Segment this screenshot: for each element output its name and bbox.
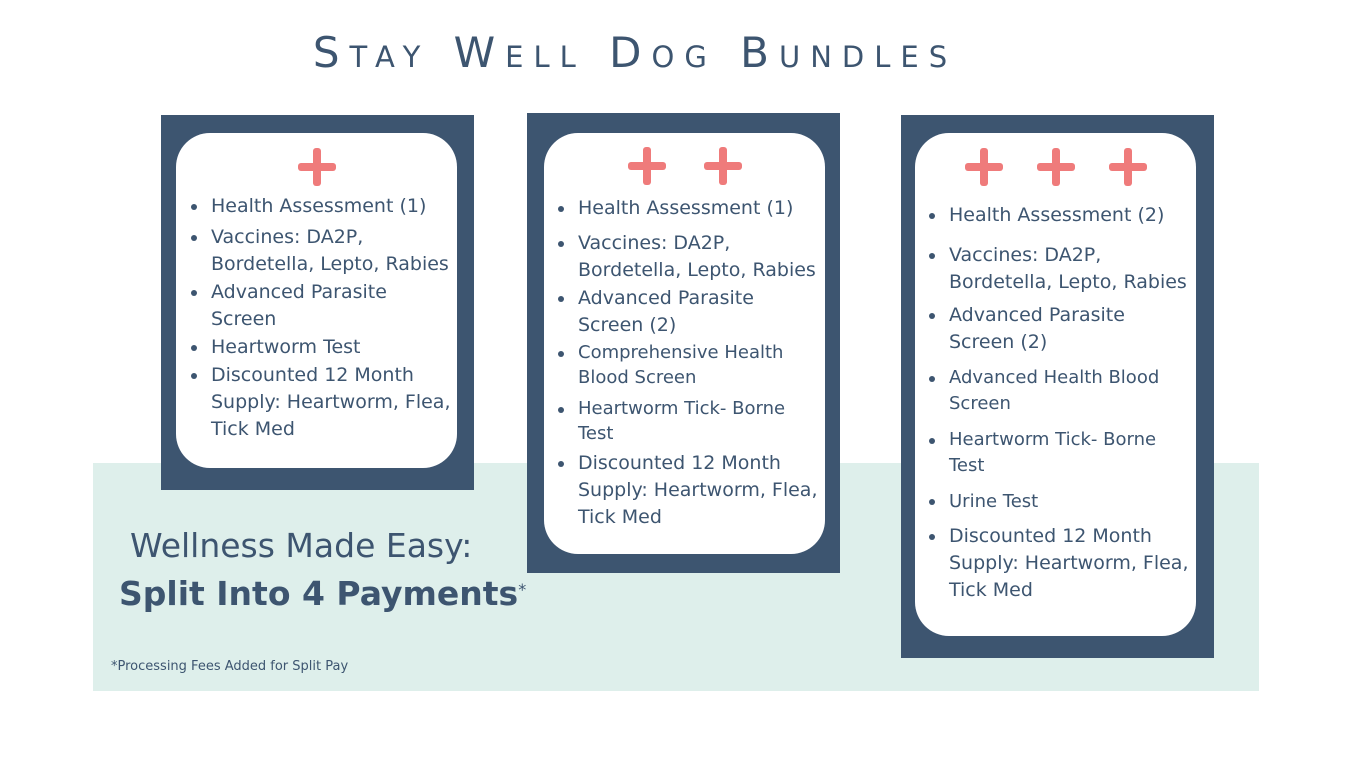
plus-cross-icon	[296, 146, 338, 188]
split-payments-text: Split Into 4 Payments	[119, 574, 519, 613]
list-item: Advanced Health Blood Screen	[927, 365, 1193, 417]
processing-fee-footnote: *Processing Fees Added for Split Pay	[111, 659, 349, 674]
bundle-card-3	[915, 133, 1196, 636]
list-item: Advanced Parasite Screen	[189, 279, 455, 333]
plus-cross-icon	[963, 146, 1005, 188]
list-item: Health Assessment (1)	[556, 195, 824, 222]
bundle-items	[927, 202, 1193, 604]
plus-cross-icon	[1107, 146, 1149, 188]
plus-cross-icon	[702, 145, 744, 187]
cross-icons	[176, 146, 457, 188]
plus-cross-icon	[626, 145, 668, 187]
list-item: Urine Test	[927, 488, 1193, 515]
bundle-card-1	[176, 133, 457, 468]
list-item: Advanced Parasite Screen (2)	[556, 285, 824, 339]
asterisk-mark: *	[518, 580, 527, 599]
plus-cross-icon	[1035, 146, 1077, 188]
list-item: Vaccines: DA2P, Bordetella, Lepto, Rabies	[189, 224, 455, 278]
list-item: Heartworm Test	[189, 334, 455, 361]
list-item: Comprehensive Health Blood Screen	[556, 340, 824, 390]
list-item: Vaccines: DA2P, Bordetella, Lepto, Rabies	[556, 230, 824, 284]
bundle-items	[556, 195, 824, 531]
cross-icons	[915, 146, 1196, 188]
list-item: Heartworm Tick- Borne Test	[927, 427, 1193, 479]
bundle-panel-3	[901, 115, 1214, 658]
list-item: Heartworm Tick- Borne Test	[556, 396, 824, 446]
bundle-card-2	[544, 133, 825, 554]
bundle-panel-1	[161, 115, 474, 490]
bundle-panel-2	[527, 113, 840, 573]
list-item: Health Assessment (2)	[927, 202, 1193, 229]
list-item: Discounted 12 Month Supply: Heartworm, Flea, Tick Med	[556, 450, 824, 531]
list-item: Discounted 12 Month Supply: Heartworm, Flea, Tick Med	[189, 362, 455, 443]
page-title: Stay Well Dog Bundles	[312, 28, 958, 77]
cross-icons	[544, 145, 825, 187]
split-payments-heading	[119, 574, 526, 613]
list-item: Health Assessment (1)	[189, 193, 455, 220]
list-item: Discounted 12 Month Supply: Heartworm, Flea, Tick Med	[927, 523, 1193, 604]
wellness-heading: Wellness Made Easy:	[130, 526, 473, 565]
list-item: Advanced Parasite Screen (2)	[927, 302, 1193, 356]
bundle-items	[189, 193, 455, 443]
list-item: Vaccines: DA2P, Bordetella, Lepto, Rabies	[927, 242, 1193, 296]
